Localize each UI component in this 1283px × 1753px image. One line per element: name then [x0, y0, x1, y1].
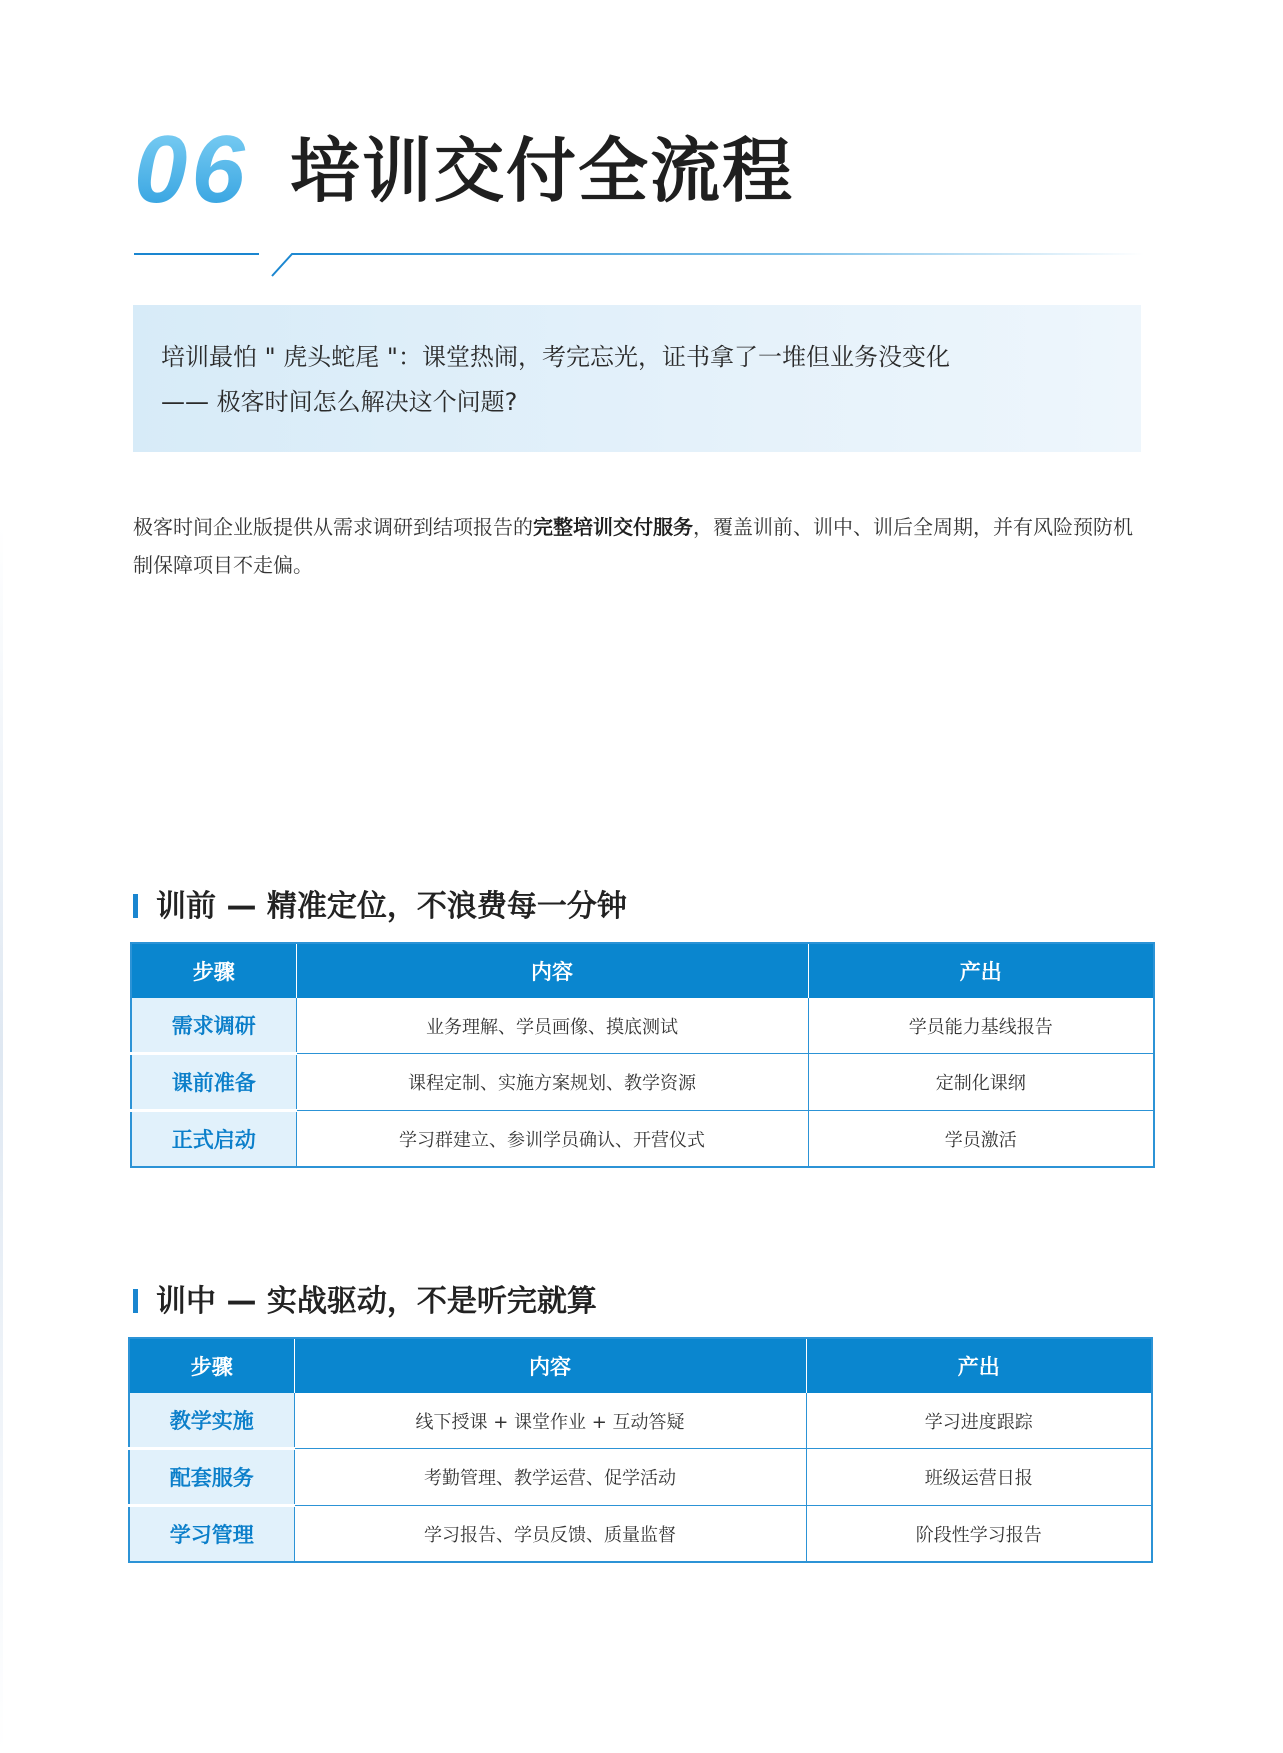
heading-accent-bar — [133, 894, 138, 918]
column-header-content: 内容 — [294, 1338, 806, 1393]
intro-text-before: 极客时间企业版提供从需求调研到结项报告的 — [133, 515, 533, 539]
section-number: 06 — [134, 116, 249, 223]
table-header-row — [129, 1338, 1152, 1393]
intro-emphasis: 完整培训交付服务 — [533, 515, 693, 539]
table-row — [129, 1449, 1152, 1506]
column-header-content: 内容 — [296, 943, 808, 998]
output-cell: 定制化课纲 — [808, 1054, 1154, 1111]
table-row — [131, 1054, 1154, 1111]
table-row — [129, 1393, 1152, 1449]
output-cell: 学员激活 — [808, 1111, 1154, 1168]
table-header-row — [131, 943, 1154, 998]
in-training-heading — [133, 1284, 597, 1319]
page-edge-decoration — [0, 0, 3, 1753]
table-row — [131, 1111, 1154, 1168]
pre-training-table — [130, 942, 1155, 1168]
output-cell: 班级运营日报 — [806, 1449, 1152, 1506]
content-cell: 业务理解、学员画像、摸底测试 — [296, 998, 808, 1054]
step-cell: 正式启动 — [131, 1111, 296, 1168]
heading-accent-bar — [133, 1289, 138, 1313]
output-cell: 学习进度跟踪 — [806, 1393, 1152, 1449]
column-header-output: 产出 — [808, 943, 1154, 998]
in-training-heading-text: 训中 — 实战驱动，不是听完就算 — [156, 1284, 597, 1319]
content-cell: 学习群建立、参训学员确认、开营仪式 — [296, 1111, 808, 1168]
table-row — [131, 998, 1154, 1054]
step-cell: 教学实施 — [129, 1393, 294, 1449]
content-cell: 考勤管理、教学运营、促学活动 — [294, 1449, 806, 1506]
intro-paragraph — [133, 508, 1145, 584]
callout-box — [133, 305, 1141, 452]
intro-text-after: ，覆盖训前、训中、训后全周期，并有风险预防机制保障项目不走偏。 — [133, 515, 1133, 577]
section-title: 培训交付全流程 — [290, 130, 794, 212]
in-training-table — [128, 1337, 1153, 1563]
step-cell: 需求调研 — [131, 998, 296, 1054]
pre-training-heading — [133, 889, 627, 924]
content-cell: 线下授课 + 课堂作业 + 互动答疑 — [294, 1393, 806, 1449]
column-header-output: 产出 — [806, 1338, 1152, 1393]
pre-training-heading-text: 训前 — 精准定位，不浪费每一分钟 — [156, 889, 627, 924]
column-header-step: 步骤 — [131, 943, 296, 998]
output-cell: 学员能力基线报告 — [808, 998, 1154, 1054]
step-cell: 配套服务 — [129, 1449, 294, 1506]
table-row — [129, 1506, 1152, 1563]
content-cell: 课程定制、实施方案规划、教学资源 — [296, 1054, 808, 1111]
column-header-step: 步骤 — [129, 1338, 294, 1393]
output-cell: 阶段性学习报告 — [806, 1506, 1152, 1563]
title-underline — [134, 248, 1144, 278]
callout-line-2: —— 极客时间怎么解决这个问题? — [161, 388, 518, 416]
step-cell: 课前准备 — [131, 1054, 296, 1111]
step-cell: 学习管理 — [129, 1506, 294, 1563]
content-cell: 学习报告、学员反馈、质量监督 — [294, 1506, 806, 1563]
callout-line-1: 培训最怕 " 虎头蛇尾 "：课堂热闹，考完忘光，证书拿了一堆但业务没变化 — [161, 343, 950, 371]
